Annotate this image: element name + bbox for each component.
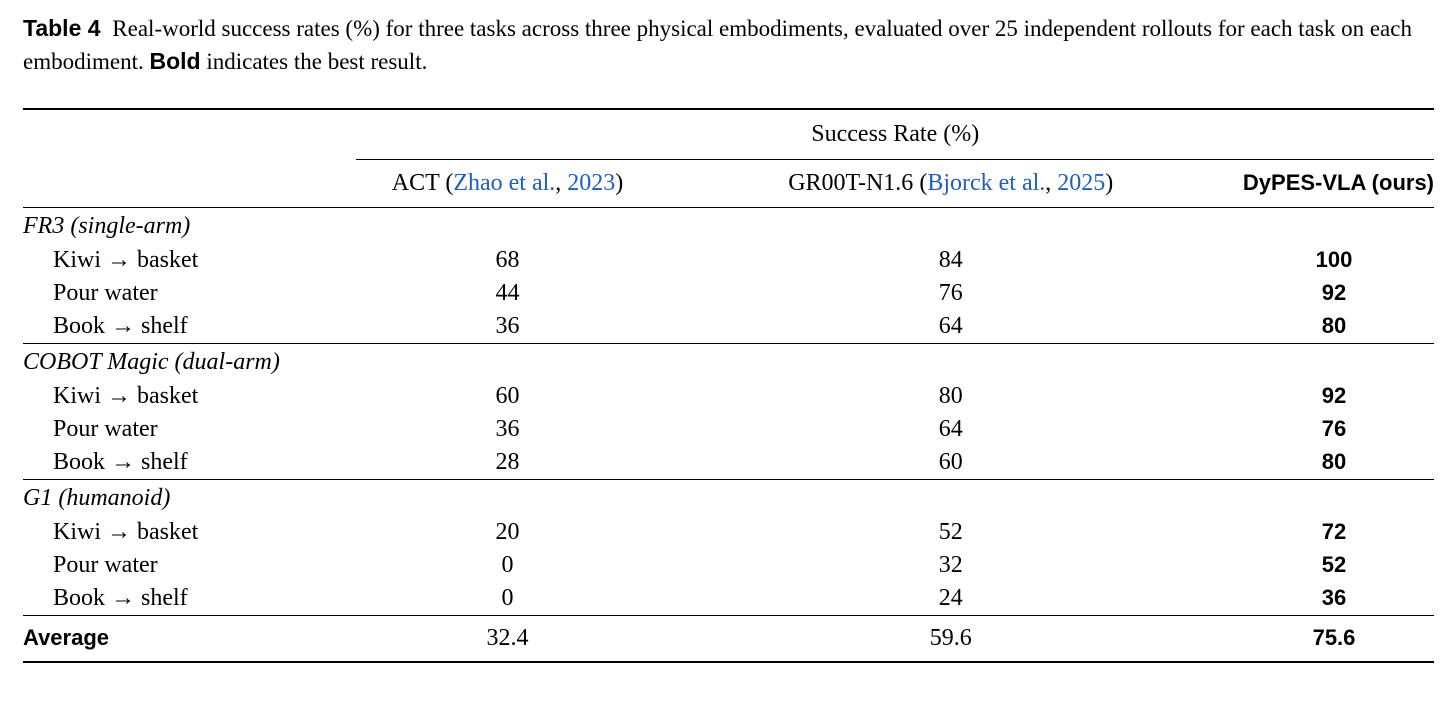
col-header-ours: DyPES-VLA (ours): [1243, 160, 1434, 208]
table-row: [23, 277, 1434, 310]
act-cell: 20: [495, 519, 520, 545]
caption-label: Table 4: [23, 15, 101, 41]
spanner-header: [356, 109, 1434, 160]
task-cell: Book → shelf: [53, 585, 188, 611]
act-cell: 60: [495, 383, 520, 409]
groot-cell: 32: [938, 552, 963, 578]
groot-cell: 64: [938, 416, 963, 442]
task-cell: Kiwi → basket: [53, 519, 199, 545]
table-caption: [23, 12, 1443, 78]
table-row: [23, 310, 1434, 344]
act-cell: 0: [501, 585, 514, 611]
groot-cell: 60: [938, 449, 963, 475]
citation-link[interactable]: Bjorck et al.: [927, 170, 1046, 196]
act-cell: 0: [501, 552, 514, 578]
groot-cell: 76: [938, 280, 963, 306]
act-cell: 36: [495, 416, 520, 442]
task-cell: Pour water: [53, 416, 158, 442]
ours-cell: 92: [1321, 383, 1347, 408]
groot-cell: 52: [938, 519, 963, 545]
task-cell: Kiwi → basket: [53, 247, 199, 273]
table-row: [23, 516, 1434, 549]
table-row: [23, 380, 1434, 413]
average-row: [23, 616, 1434, 663]
results-table: [23, 108, 1434, 663]
citation-year-link[interactable]: 2023: [567, 170, 616, 196]
caption-text: Real-world success rates (%) for three tasks across three physical embodiments, evaluated over 25 independent rollouts for each task on each embodiment.: [23, 16, 1412, 74]
groot-average: 59.6: [929, 625, 972, 651]
col-header-groot: GR00T-N1.6 (Bjorck et al., 2025): [659, 160, 1243, 208]
citation-link[interactable]: Zhao et al.: [453, 170, 556, 196]
task-cell: Kiwi → basket: [53, 383, 199, 409]
header-empty: [23, 109, 356, 160]
act-cell: 28: [495, 449, 520, 475]
ours-cell: 80: [1321, 313, 1347, 338]
spanner-label: Success Rate (%): [811, 121, 980, 147]
act-cell: 68: [495, 247, 520, 273]
act-cell: 44: [495, 280, 520, 306]
table-row: [23, 413, 1434, 446]
task-cell: Pour water: [53, 552, 158, 578]
table-row: [23, 549, 1434, 582]
average-label: Average: [23, 625, 110, 650]
ours-cell: 52: [1321, 552, 1347, 577]
act-average: 32.4: [486, 625, 529, 651]
table-row: [23, 446, 1434, 480]
group-label: COBOT Magic (dual-arm): [23, 348, 280, 375]
group-label: G1 (humanoid): [23, 484, 171, 511]
ours-cell: 76: [1321, 416, 1347, 441]
groot-cell: 24: [938, 585, 963, 611]
task-cell: Book → shelf: [53, 449, 188, 475]
table-row: [23, 244, 1434, 277]
ours-average: 75.6: [1312, 625, 1356, 650]
groot-cell: 84: [938, 247, 963, 273]
col-header-act: ACT (Zhao et al., 2023): [356, 160, 658, 208]
table-row: [23, 582, 1434, 616]
citation-year-link[interactable]: 2025: [1057, 170, 1106, 196]
act-cell: 36: [495, 313, 520, 339]
groot-cell: 64: [938, 313, 963, 339]
task-cell: Pour water: [53, 280, 158, 306]
ours-cell: 36: [1321, 585, 1347, 610]
ours-cell: 72: [1321, 519, 1347, 544]
ours-cell: 100: [1315, 247, 1353, 272]
caption-text-end: indicates the best result.: [206, 49, 428, 74]
ours-cell: 92: [1321, 280, 1347, 305]
ours-cell: 80: [1321, 449, 1347, 474]
group-label: FR3 (single-arm): [23, 212, 191, 239]
groot-cell: 80: [938, 383, 963, 409]
task-cell: Book → shelf: [53, 313, 188, 339]
caption-bold-word: Bold: [149, 48, 201, 74]
